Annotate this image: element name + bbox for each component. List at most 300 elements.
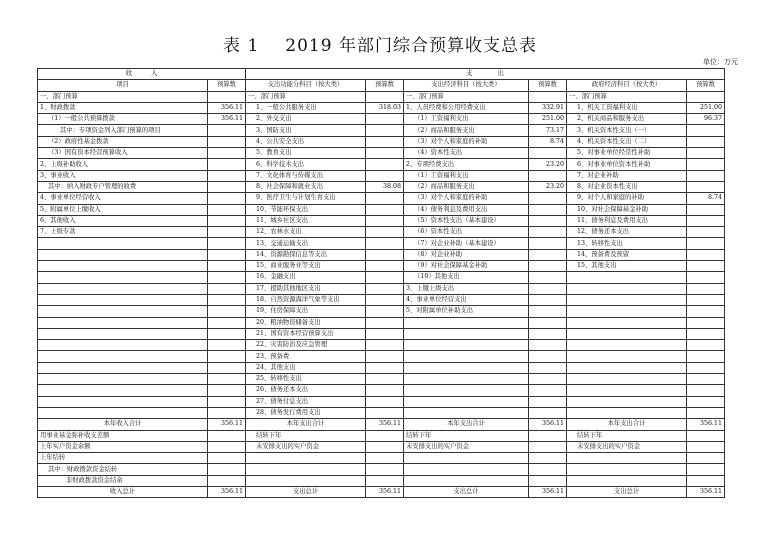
table-cell	[366, 441, 404, 452]
table-row	[38, 238, 725, 249]
table-cell	[208, 170, 246, 181]
table-cell: 收入总计	[38, 486, 208, 497]
table-cell: 5、教育支出	[246, 148, 366, 159]
table-cell: 356.11	[687, 419, 725, 430]
table-cell: 12、债务还本支出	[567, 227, 687, 238]
table-cell	[246, 475, 366, 486]
column-header: 支出功能分科目（按大类）	[246, 80, 366, 91]
table-cell	[529, 306, 567, 317]
table-cell	[529, 385, 567, 396]
table-cell	[687, 238, 725, 249]
table-cell	[529, 407, 567, 418]
table-cell	[366, 91, 404, 102]
table-cell	[208, 204, 246, 215]
table-cell: 3、机关资本性支出（一）	[567, 125, 687, 136]
table-cell	[567, 362, 687, 373]
table-row	[38, 102, 725, 113]
table-cell: 其中：专项资金列入部门预算的项目	[38, 125, 208, 136]
table-cell	[366, 204, 404, 215]
table-cell	[38, 362, 208, 373]
table-row	[38, 272, 725, 283]
table-cell	[567, 475, 687, 486]
table-cell: 4、事业单位经营支出	[404, 294, 529, 305]
table-cell: 6、对事业单位资本性补助	[567, 159, 687, 170]
table-cell: 一、部门预算	[38, 91, 208, 102]
table-cell: 非财政拨款资金结余	[38, 475, 208, 486]
table-cell	[687, 374, 725, 385]
table-cell: 28、债务发行费用支出	[246, 407, 366, 418]
table-cell: 7、上级专款	[38, 227, 208, 238]
table-cell	[208, 407, 246, 418]
table-cell	[687, 306, 725, 317]
table-cell	[529, 475, 567, 486]
table-cell: 结转下年	[567, 430, 687, 441]
table-cell	[404, 396, 529, 407]
table-cell	[567, 464, 687, 475]
table-cell	[529, 204, 567, 215]
table-row	[38, 317, 725, 328]
table-cell: 结转下年	[246, 430, 366, 441]
table-cell	[208, 294, 246, 305]
table-cell	[38, 328, 208, 339]
table-cell: 73.17	[529, 125, 567, 136]
table-cell	[687, 261, 725, 272]
table-cell	[567, 328, 687, 339]
table-cell	[208, 475, 246, 486]
table-cell: 未安排支出的实户资金	[246, 441, 366, 452]
table-cell	[246, 464, 366, 475]
table-cell	[366, 170, 404, 181]
table-cell	[366, 385, 404, 396]
table-cell: 14、资源勘探信息等支出	[246, 249, 366, 260]
table-cell: 24、其他支出	[246, 362, 366, 373]
table-cell: 356.11	[366, 486, 404, 497]
table-cell	[404, 351, 529, 362]
table-row	[38, 148, 725, 159]
table-cell: 356.11	[208, 102, 246, 113]
table-cell: 支出总计	[404, 486, 529, 497]
table-cell: （1）一般公共预算拨款	[38, 114, 208, 125]
table-cell: 26、债务还本支出	[246, 385, 366, 396]
table-cell	[529, 317, 567, 328]
table-cell: 1、机关工资福利支出	[567, 102, 687, 113]
table-row	[38, 385, 725, 396]
table-cell: 5、附属单位上缴收入	[38, 204, 208, 215]
table-cell	[529, 362, 567, 373]
table-cell	[687, 215, 725, 226]
table-cell	[687, 396, 725, 407]
table-cell	[687, 407, 725, 418]
table-row	[38, 193, 725, 204]
table-row	[38, 91, 725, 102]
table-cell	[208, 261, 246, 272]
table-cell	[208, 136, 246, 147]
table-cell	[567, 340, 687, 351]
table-cell	[687, 351, 725, 362]
table-cell	[208, 430, 246, 441]
table-cell	[208, 238, 246, 249]
table-cell: （4）资本性支出	[404, 148, 529, 159]
table-cell	[567, 294, 687, 305]
table-cell	[366, 306, 404, 317]
table-cell	[246, 453, 366, 464]
table-cell: 356.11	[366, 419, 404, 430]
table-cell: 23.20	[529, 181, 567, 192]
table-row	[38, 181, 725, 192]
table-cell: 8、对企业资本性支出	[567, 181, 687, 192]
table-cell	[567, 396, 687, 407]
table-cell	[687, 249, 725, 260]
income-group-header: 收 入	[38, 69, 246, 80]
table-row	[38, 396, 725, 407]
table-row	[38, 374, 725, 385]
table-cell	[687, 283, 725, 294]
table-cell	[208, 148, 246, 159]
table-cell: （6）资本性支出	[404, 227, 529, 238]
table-cell	[208, 328, 246, 339]
table-cell	[208, 340, 246, 351]
table-cell: 2、机关商品和服务支出	[567, 114, 687, 125]
table-cell: 2、外交支出	[246, 114, 366, 125]
table-cell	[208, 385, 246, 396]
table-cell: （10）其他支出	[404, 272, 529, 283]
table-cell: 支出总计	[567, 486, 687, 497]
table-cell: 21、国有资本经营预算支出	[246, 328, 366, 339]
table-cell	[366, 475, 404, 486]
table-cell	[404, 340, 529, 351]
column-header: 预算数	[529, 80, 567, 91]
table-cell	[208, 441, 246, 452]
table-cell	[366, 261, 404, 272]
table-cell	[366, 362, 404, 373]
table-cell: 356.11	[208, 114, 246, 125]
table-cell	[529, 441, 567, 452]
table-cell: 16、金融支出	[246, 272, 366, 283]
table-cell	[38, 407, 208, 418]
expense-group-header: 支 出	[246, 69, 725, 80]
table-cell	[687, 159, 725, 170]
table-cell	[208, 464, 246, 475]
table-cell	[404, 328, 529, 339]
table-cell: （9）对社会保障基金补助	[404, 261, 529, 272]
table-row	[38, 159, 725, 170]
table-cell: 96.37	[687, 114, 725, 125]
table-cell	[687, 272, 725, 283]
table-cell: （5）资本性支出（基本建设）	[404, 215, 529, 226]
table-cell	[687, 148, 725, 159]
table-cell	[366, 159, 404, 170]
table-cell	[404, 317, 529, 328]
table-row	[38, 215, 725, 226]
table-cell	[38, 374, 208, 385]
table-cell: （7）对企业补助（基本建设）	[404, 238, 529, 249]
table-cell: 13、转移性支出	[567, 238, 687, 249]
table-cell: 17、援助其他地区支出	[246, 283, 366, 294]
table-cell: 一、部门预算	[567, 91, 687, 102]
table-cell	[366, 227, 404, 238]
table-cell: 9、对个人和家庭的补助	[567, 193, 687, 204]
table-cell	[38, 317, 208, 328]
table-cell	[529, 453, 567, 464]
table-cell	[687, 294, 725, 305]
table-cell	[208, 227, 246, 238]
table-row	[38, 249, 725, 260]
table-cell: （8）对企业补助	[404, 249, 529, 260]
table-cell	[366, 328, 404, 339]
table-cell	[687, 430, 725, 441]
table-cell: 332.91	[529, 102, 567, 113]
table-cell	[208, 351, 246, 362]
table-cell	[529, 193, 567, 204]
table-cell	[404, 475, 529, 486]
table-row	[38, 170, 725, 181]
table-cell: 356.11	[208, 486, 246, 497]
table-cell: （1）工资福利支出	[404, 170, 529, 181]
table-cell: 356.11	[687, 486, 725, 497]
table-row	[38, 114, 725, 125]
table-cell	[366, 136, 404, 147]
table-cell: 25、转移性支出	[246, 374, 366, 385]
table-cell: 12、农林水支出	[246, 227, 366, 238]
table-cell: 1、人员经费和公用经费支出	[404, 102, 529, 113]
table-cell	[567, 385, 687, 396]
table-cell: 356.11	[529, 486, 567, 497]
column-header: 预算数	[687, 80, 725, 91]
column-header: 政府经济科目（按大类）	[567, 80, 687, 91]
table-cell: 5、对事业单位经常性补助	[567, 148, 687, 159]
table-cell: 22、灾害防治及应急管理	[246, 340, 366, 351]
table-row	[38, 294, 725, 305]
table-cell: 上年结转	[38, 453, 208, 464]
table-cell	[366, 125, 404, 136]
table-cell	[529, 170, 567, 181]
table-cell: 11、债务利息及费用支出	[567, 215, 687, 226]
table-cell	[687, 181, 725, 192]
table-cell	[366, 193, 404, 204]
table-cell	[687, 453, 725, 464]
table-cell	[366, 215, 404, 226]
table-cell	[38, 385, 208, 396]
table-cell	[208, 272, 246, 283]
table-cell	[38, 306, 208, 317]
table-row	[38, 340, 725, 351]
table-cell	[366, 249, 404, 260]
table-cell	[366, 464, 404, 475]
table-row	[38, 306, 725, 317]
table-row	[38, 475, 725, 486]
table-cell: 6、科学技术支出	[246, 159, 366, 170]
table-cell	[687, 227, 725, 238]
table-cell: 结转下年	[404, 430, 529, 441]
table-cell: 356.11	[208, 419, 246, 430]
table-cell: 23、预备费	[246, 351, 366, 362]
table-cell	[529, 261, 567, 272]
table-cell	[38, 294, 208, 305]
table-cell	[38, 249, 208, 260]
table-cell: 用事业基金弥补收支差额	[38, 430, 208, 441]
table-cell: 本年支出合计	[246, 419, 366, 430]
table-row	[38, 407, 725, 418]
table-cell	[366, 283, 404, 294]
table-cell	[687, 385, 725, 396]
table-cell	[366, 272, 404, 283]
table-cell	[567, 317, 687, 328]
table-cell	[404, 374, 529, 385]
table-cell	[529, 249, 567, 260]
table-cell: （2）政府性基金拨款	[38, 136, 208, 147]
table-cell: 其中：财政拨款资金结转	[38, 464, 208, 475]
table-cell	[366, 294, 404, 305]
table-cell	[529, 396, 567, 407]
table-cell: 1、财政拨款	[38, 102, 208, 113]
table-cell: 本年收入合计	[38, 419, 208, 430]
table-cell: 8.74	[529, 136, 567, 147]
table-cell	[38, 272, 208, 283]
table-cell	[404, 362, 529, 373]
table-cell	[208, 362, 246, 373]
table-row	[38, 283, 725, 294]
group-header-row	[38, 69, 725, 80]
table-cell	[529, 351, 567, 362]
table-cell	[567, 283, 687, 294]
table-cell	[366, 148, 404, 159]
table-cell	[366, 351, 404, 362]
table-cell	[38, 283, 208, 294]
table-cell: 3、上缴上级支出	[404, 283, 529, 294]
table-cell	[529, 283, 567, 294]
table-cell: 3、事业收入	[38, 170, 208, 181]
table-row	[38, 328, 725, 339]
table-cell	[366, 238, 404, 249]
table-cell	[687, 340, 725, 351]
table-row	[38, 419, 725, 430]
table-cell	[687, 317, 725, 328]
table-cell: 10、节能环保支出	[246, 204, 366, 215]
table-cell	[208, 91, 246, 102]
table-cell	[208, 249, 246, 260]
table-cell: 5、对附属单位补助支出	[404, 306, 529, 317]
table-cell	[38, 238, 208, 249]
table-cell	[208, 181, 246, 192]
budget-table	[37, 68, 725, 498]
table-cell	[529, 91, 567, 102]
table-cell	[366, 430, 404, 441]
table-cell	[38, 340, 208, 351]
table-cell: 未安排支出的实户资金	[567, 441, 687, 452]
column-header-row	[38, 80, 725, 91]
table-cell	[366, 374, 404, 385]
table-cell: 38.08	[366, 181, 404, 192]
table-cell	[208, 125, 246, 136]
table-cell	[529, 430, 567, 441]
table-cell	[687, 204, 725, 215]
table-cell	[404, 407, 529, 418]
table-cell: 2、上级补助收入	[38, 159, 208, 170]
table-cell: 27、债务付息支出	[246, 396, 366, 407]
table-cell	[529, 464, 567, 475]
table-cell	[529, 340, 567, 351]
table-cell: 11、城乡社区支出	[246, 215, 366, 226]
table-cell: （3）对个人和家庭的补助	[404, 193, 529, 204]
table-cell	[567, 306, 687, 317]
table-cell	[208, 306, 246, 317]
table-cell: 7、对企业补助	[567, 170, 687, 181]
table-cell	[687, 362, 725, 373]
unit-label: 单位：万元	[703, 58, 738, 66]
table-cell	[366, 340, 404, 351]
table-cell	[687, 170, 725, 181]
table-cell: 本年支出合计	[567, 419, 687, 430]
table-cell: 251.00	[529, 114, 567, 125]
table-cell: 8、社会保障和就业支出	[246, 181, 366, 192]
table-cell: 一、部门预算	[246, 91, 366, 102]
table-cell: 4、机关资本性支出（二）	[567, 136, 687, 147]
table-row	[38, 453, 725, 464]
table-cell: 4、事业单位经营收入	[38, 193, 208, 204]
table-cell	[208, 215, 246, 226]
table-cell: 4、公共安全支出	[246, 136, 366, 147]
table-cell: 13、交通运输支出	[246, 238, 366, 249]
table-cell: 支出总计	[246, 486, 366, 497]
table-cell	[567, 407, 687, 418]
table-cell	[687, 464, 725, 475]
column-header: 支出经济科目（按大类）	[404, 80, 529, 91]
table-row	[38, 227, 725, 238]
table-cell: 本年支出合计	[404, 419, 529, 430]
table-cell: 10、对社会保障基金补助	[567, 204, 687, 215]
table-cell	[687, 475, 725, 486]
table-row	[38, 486, 725, 497]
table-cell: （3）国有资本经营预算收入	[38, 148, 208, 159]
table-cell: 356.11	[529, 419, 567, 430]
table-cell: 1、一般公共服务支出	[246, 102, 366, 113]
table-cell: 15、其他支出	[567, 261, 687, 272]
table-cell	[529, 294, 567, 305]
table-cell: 上年实户资金余额	[38, 441, 208, 452]
table-cell: 其中：纳入财政专户管理的收费	[38, 181, 208, 192]
table-cell: 19、住房保障支出	[246, 306, 366, 317]
table-row	[38, 351, 725, 362]
table-row	[38, 430, 725, 441]
table-cell	[687, 328, 725, 339]
table-cell	[567, 453, 687, 464]
table-cell: 15、商业服务业等支出	[246, 261, 366, 272]
table-row	[38, 136, 725, 147]
table-cell	[366, 317, 404, 328]
table-cell: 8.74	[687, 193, 725, 204]
table-cell: （4）债务利息及费用支出	[404, 204, 529, 215]
table-cell	[208, 317, 246, 328]
column-header: 预算数	[208, 80, 246, 91]
table-cell: 一、部门预算	[404, 91, 529, 102]
table-cell: 9、医疗卫生与计划生育支出	[246, 193, 366, 204]
table-row	[38, 204, 725, 215]
table-cell	[567, 351, 687, 362]
table-cell	[208, 159, 246, 170]
table-cell	[366, 407, 404, 418]
table-cell	[687, 125, 725, 136]
table-cell	[208, 396, 246, 407]
table-cell: （2）商品和服务支出	[404, 125, 529, 136]
table-cell	[567, 272, 687, 283]
table-cell	[404, 453, 529, 464]
column-header: 预算数	[366, 80, 404, 91]
table-cell: 7、文化体育与传媒支出	[246, 170, 366, 181]
table-cell	[366, 396, 404, 407]
table-cell: 未安排支出的实户资金	[404, 441, 529, 452]
table-cell: 18、自然资源海洋气象等支出	[246, 294, 366, 305]
column-header: 项目	[38, 80, 208, 91]
